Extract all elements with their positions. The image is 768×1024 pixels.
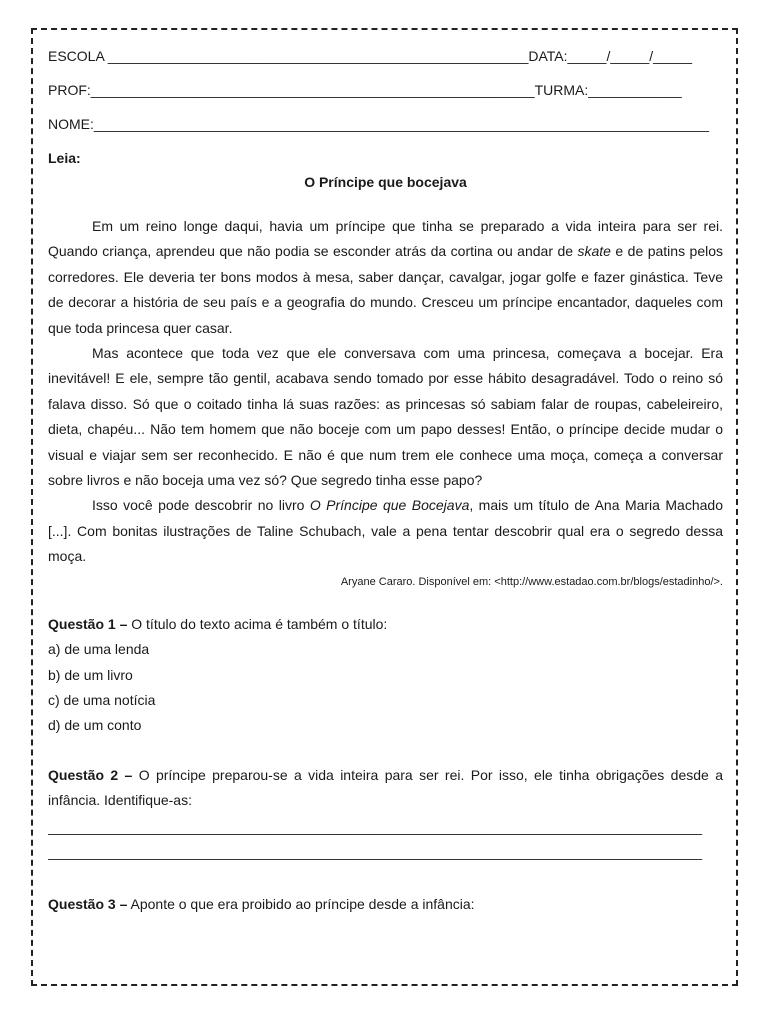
answer-line: ____________________________________________________________________________________ — [48, 818, 703, 835]
question-3-label: Questão 3 – — [48, 895, 128, 912]
answer-line: ____________________________________________________________________________________ — [48, 843, 703, 860]
header-escola-line: ESCOLA ______________________________________________________DATA:_____/_____/_____ — [48, 48, 693, 64]
header-prof-line: PROF:_________________________________________________________TURMA:____________ — [48, 82, 682, 98]
question-1-option-c: c) de uma notícia — [48, 691, 156, 708]
question-2 — [48, 763, 723, 866]
question-2-answer-area — [48, 816, 723, 866]
paragraph-3-part-b: , mais um título de Ana Maria Machado [...]. Com bonitas ilustrações de Taline Schubach, vale a pena tentar descobrir qual era o segredo dessa moça. — [48, 497, 723, 565]
question-2-text: O príncipe preparou-se a vida inteira para ser rei. Por isso, ele tinha obrigações desde a infância. Identifique-as: — [48, 766, 723, 809]
source-citation: Aryane Cararo. Disponível em: <http://www.estadao.com.br/blogs/estadinho/>. — [340, 575, 723, 588]
paragraph-2: Mas acontece que toda vez que ele conversava com uma princesa, começava a bocejar. Era inevitável! E ele, sempre tão gentil, acabava sendo tomado por esse hábito desagradável. Todo o reino só falava disso. Só que o coitado tinha lá suas razões: as princesas só sabiam falar de roupas, cabeleireiro, dieta, chapéu... Não tem homem que não boceje com um papo desses! Então, o príncipe decide mudar o visual e viajar sem ser reconhecido. E não é que num trem ele conhece uma moça, começa a conversar sobre livros e não boceja uma vez só? Que segredo tinha esse papo? — [48, 345, 723, 489]
question-1-option-d: d) de um conto — [48, 717, 142, 734]
question-1-option-b: b) de um livro — [48, 666, 133, 683]
question-1-text: O título do texto acima é também o título: — [127, 615, 388, 632]
paragraph-1-part-b: e de patins pelos corredores. Ele deveria ter bons modos à mesa, saber dançar, cavalgar, jogar golfe e fazer ginástica. Teve de decorar a história de seu país e a geografia do mundo. Cresceu um príncipe encantador, daqueles com que toda princesa quer casar. — [48, 243, 724, 336]
paragraph-1-part-a: Em um reino longe daqui, havia um príncipe que tinha se preparado a vida inteira para ser rei. Quando criança, aprendeu que não podia se esconder atrás da cortina ou andar de — [48, 218, 723, 260]
question-3 — [48, 892, 723, 917]
worksheet-content — [48, 42, 723, 917]
text-title: O Príncipe que bocejava — [304, 174, 467, 190]
question-1 — [48, 612, 723, 739]
question-1-option-a: a) de uma lenda — [48, 641, 150, 658]
question-2-prompt — [48, 763, 723, 814]
paragraph-1-emphasis: skate — [577, 243, 611, 260]
question-2-label: Questão 2 – — [48, 766, 133, 783]
header-nome-line: NOME:_______________________________________________________________________________ — [48, 116, 709, 132]
question-1-prompt — [48, 612, 723, 637]
paragraph-1 — [48, 214, 723, 341]
question-1-label: Questão 1 – — [48, 615, 128, 632]
reading-label: Leia: — [48, 150, 81, 166]
question-3-text: Aponte o que era proibido ao príncipe desde a infância: — [127, 895, 475, 912]
paragraph-3-book-title: O Príncipe que Bocejava — [309, 497, 470, 514]
paragraph-3-part-a: Isso você pode descobrir no livro — [92, 497, 310, 514]
paragraph-3 — [48, 493, 723, 569]
question-3-prompt — [48, 892, 723, 917]
worksheet-border — [31, 28, 738, 986]
